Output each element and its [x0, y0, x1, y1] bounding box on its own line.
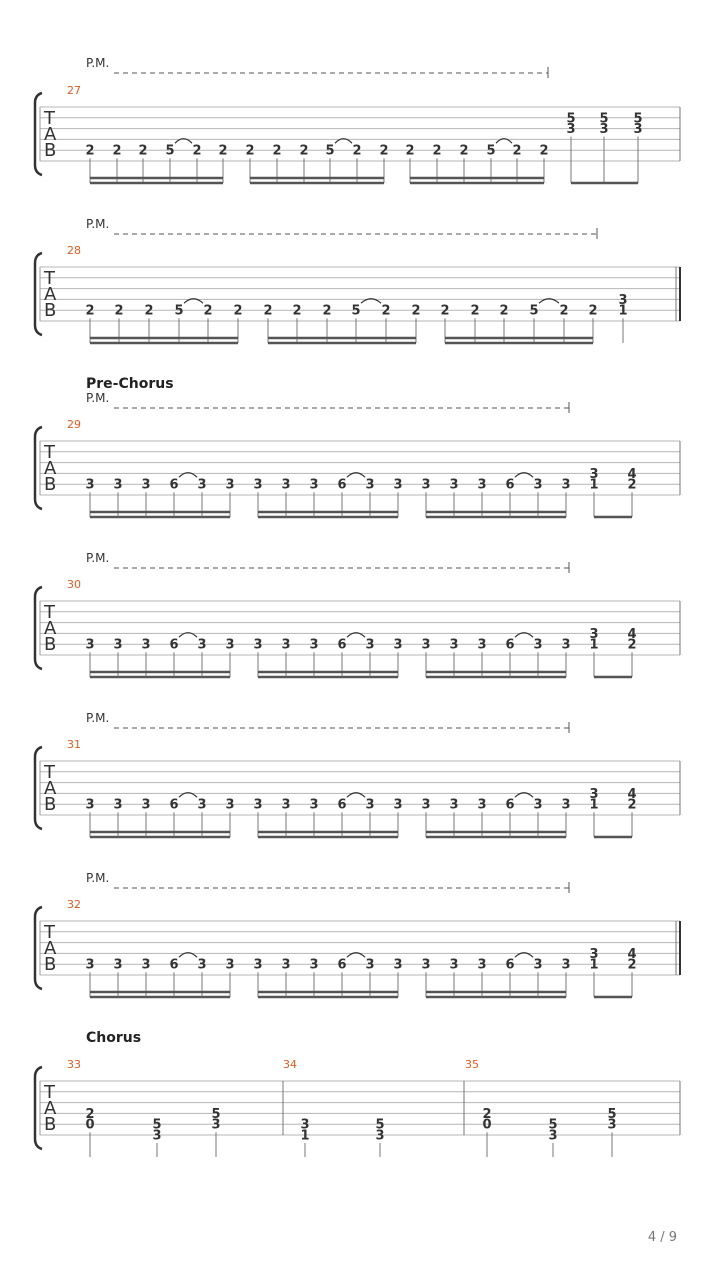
tab-clef-letter: A [44, 1098, 57, 1119]
palm-mute-label: P.M. [86, 711, 110, 725]
fret-number: 3 [141, 637, 151, 653]
fret-number: 1 [589, 797, 599, 813]
fret-number: 3 [449, 957, 459, 973]
fret-number: 3 [253, 957, 263, 973]
fret-number: 3 [225, 797, 235, 813]
fret-number: 3 [113, 637, 123, 653]
measure-number: 31 [67, 738, 81, 751]
fret-number: 6 [169, 957, 179, 973]
fret-number: 3 [300, 1117, 310, 1133]
fret-number: 6 [505, 477, 515, 493]
fret-number: 0 [85, 1117, 95, 1133]
note-group [589, 947, 636, 997]
fret-number: 2 [459, 143, 469, 159]
fret-number: 0 [482, 1117, 492, 1133]
fret-number: 2 [299, 143, 309, 159]
fret-number: 3 [211, 1117, 221, 1133]
fret-number: 3 [533, 957, 543, 973]
fret-number: 3 [477, 477, 487, 493]
fret-number: 3 [589, 466, 599, 482]
measure-number: 32 [67, 898, 81, 911]
fret-number: 2 [218, 143, 228, 159]
fret-number: 3 [561, 637, 571, 653]
fret-number: 3 [281, 477, 291, 493]
fret-number: 2 [272, 143, 282, 159]
note-group [607, 1107, 616, 1157]
fret-number: 2 [539, 143, 549, 159]
fret-number: 2 [85, 303, 95, 319]
fret-number: 5 [375, 1117, 385, 1133]
fret-number: 3 [477, 957, 487, 973]
fret-number: 3 [449, 477, 459, 493]
palm-mute-label: P.M. [86, 551, 110, 565]
fret-number: 6 [505, 957, 515, 973]
fret-number: 5 [165, 143, 175, 159]
fret-number: 3 [533, 477, 543, 493]
fret-number: 6 [169, 477, 179, 493]
fret-number: 2 [352, 143, 362, 159]
note-group [589, 467, 636, 517]
fret-number: 2 [588, 303, 598, 319]
fret-number: 5 [607, 1106, 617, 1122]
fret-number: 3 [618, 292, 628, 308]
tab-clef-letter: T [44, 1082, 55, 1103]
fret-number: 4 [627, 946, 637, 962]
fret-number: 6 [169, 797, 179, 813]
fret-number: 3 [281, 637, 291, 653]
note-group [482, 1107, 491, 1157]
fret-number: 5 [325, 143, 335, 159]
fret-number: 3 [533, 797, 543, 813]
system-bracket [35, 427, 42, 509]
fret-number: 3 [548, 1128, 558, 1144]
staff-system [35, 871, 680, 997]
fret-number: 4 [627, 786, 637, 802]
fret-number: 2 [381, 303, 391, 319]
fret-number: 3 [393, 797, 403, 813]
tab-clef-letter: A [44, 618, 57, 639]
tab-clef-letter: B [44, 474, 57, 495]
tab-clef-letter: B [44, 954, 57, 975]
fret-number: 2 [85, 1106, 95, 1122]
fret-number: 3 [253, 797, 263, 813]
fret-number: 3 [85, 637, 95, 653]
fret-number: 3 [309, 797, 319, 813]
tab-clef-letter: B [44, 1114, 57, 1135]
palm-mute-label: P.M. [86, 391, 110, 405]
fret-number: 3 [375, 1128, 385, 1144]
fret-number: 2 [203, 303, 213, 319]
fret-number: 2 [263, 303, 273, 319]
fret-number: 2 [144, 303, 154, 319]
note-group [589, 627, 636, 677]
tab-clef-letter: T [44, 922, 55, 943]
fret-number: 2 [627, 957, 637, 973]
fret-number: 2 [627, 477, 637, 493]
fret-number: 5 [599, 111, 609, 127]
measure-number: 27 [67, 84, 81, 97]
fret-number: 3 [85, 957, 95, 973]
fret-number: 3 [365, 957, 375, 973]
tab-clef-letter: T [44, 108, 55, 129]
fret-number: 3 [477, 637, 487, 653]
system-bracket [35, 93, 42, 175]
measure-number: 35 [465, 1058, 479, 1071]
tab-clef-letter: B [44, 794, 57, 815]
fret-number: 3 [393, 637, 403, 653]
staff-system [35, 217, 680, 343]
tab-clef-letter: B [44, 140, 57, 161]
staff-system [35, 376, 680, 517]
fret-number: 3 [533, 637, 543, 653]
fret-number: 2 [411, 303, 421, 319]
fret-number: 2 [499, 303, 509, 319]
fret-number: 3 [421, 957, 431, 973]
fret-number: 1 [618, 303, 628, 319]
note-group [548, 1118, 557, 1157]
fret-number: 5 [529, 303, 539, 319]
fret-number: 3 [589, 946, 599, 962]
measure-number: 29 [67, 418, 81, 431]
fret-number: 5 [633, 111, 643, 127]
tab-clef-letter: T [44, 442, 55, 463]
tab-clef-letter: A [44, 284, 57, 305]
fret-number: 3 [393, 477, 403, 493]
palm-mute-label: P.M. [86, 56, 110, 70]
note-group [375, 1118, 384, 1157]
fret-number: 2 [627, 797, 637, 813]
fret-number: 2 [245, 143, 255, 159]
fret-number: 3 [113, 957, 123, 973]
system-bracket [35, 587, 42, 669]
fret-number: 1 [589, 477, 599, 493]
fret-number: 3 [113, 797, 123, 813]
fret-number: 2 [138, 143, 148, 159]
fret-number: 3 [561, 957, 571, 973]
section-title: Pre-Chorus [86, 376, 174, 392]
fret-number: 2 [559, 303, 569, 319]
fret-number: 3 [365, 797, 375, 813]
fret-number: 6 [337, 477, 347, 493]
fret-number: 3 [393, 957, 403, 973]
fret-number: 3 [309, 477, 319, 493]
note-group [589, 787, 636, 837]
fret-number: 3 [113, 477, 123, 493]
staff-system [35, 711, 680, 837]
fret-number: 2 [512, 143, 522, 159]
fret-number: 2 [85, 143, 95, 159]
fret-number: 6 [505, 797, 515, 813]
fret-number: 5 [548, 1117, 558, 1133]
fret-number: 6 [337, 957, 347, 973]
fret-number: 2 [322, 303, 332, 319]
fret-number: 2 [292, 303, 302, 319]
staff-system [35, 551, 680, 677]
tab-clef-letter: B [44, 300, 57, 321]
fret-number: 5 [566, 111, 576, 127]
fret-number: 5 [486, 143, 496, 159]
note-group [152, 1118, 161, 1157]
fret-number: 2 [379, 143, 389, 159]
fret-number: 4 [627, 466, 637, 482]
fret-number: 3 [566, 122, 576, 138]
fret-number: 3 [197, 957, 207, 973]
note-group [618, 293, 627, 343]
fret-number: 2 [233, 303, 243, 319]
fret-number: 3 [85, 797, 95, 813]
tab-clef-letter: A [44, 124, 57, 145]
staff-system [35, 56, 680, 183]
fret-number: 3 [449, 797, 459, 813]
tab-clef-letter: T [44, 602, 55, 623]
fret-number: 3 [365, 637, 375, 653]
fret-number: 3 [141, 957, 151, 973]
fret-number: 3 [197, 637, 207, 653]
fret-number: 1 [300, 1128, 310, 1144]
fret-number: 3 [607, 1117, 617, 1133]
fret-number: 6 [169, 637, 179, 653]
palm-mute-label: P.M. [86, 871, 110, 885]
fret-number: 2 [470, 303, 480, 319]
page-number: 4 / 9 [647, 1230, 677, 1245]
fret-number: 3 [281, 957, 291, 973]
note-group [566, 111, 642, 183]
fret-number: 5 [152, 1117, 162, 1133]
fret-number: 2 [482, 1106, 492, 1122]
fret-number: 5 [174, 303, 184, 319]
fret-number: 3 [225, 957, 235, 973]
fret-number: 3 [253, 477, 263, 493]
fret-number: 2 [112, 143, 122, 159]
system-bracket [35, 253, 42, 335]
system-bracket [35, 1067, 42, 1149]
staff-system [35, 1030, 680, 1157]
fret-number: 2 [192, 143, 202, 159]
fret-number: 3 [225, 637, 235, 653]
tab-clef-letter: A [44, 938, 57, 959]
fret-number: 3 [599, 122, 609, 138]
fret-number: 6 [505, 637, 515, 653]
measure-number: 34 [283, 1058, 297, 1071]
tab-clef-letter: A [44, 778, 57, 799]
fret-number: 3 [141, 797, 151, 813]
fret-number: 1 [589, 957, 599, 973]
fret-number: 5 [211, 1106, 221, 1122]
fret-number: 2 [627, 637, 637, 653]
fret-number: 3 [225, 477, 235, 493]
fret-number: 6 [337, 797, 347, 813]
fret-number: 3 [365, 477, 375, 493]
fret-number: 3 [477, 797, 487, 813]
fret-number: 3 [589, 626, 599, 642]
fret-number: 3 [309, 637, 319, 653]
fret-number: 3 [197, 477, 207, 493]
fret-number: 3 [141, 477, 151, 493]
system-bracket [35, 907, 42, 989]
section-title: Chorus [86, 1030, 142, 1046]
measure-number: 33 [67, 1058, 81, 1071]
fret-number: 3 [561, 797, 571, 813]
note-group [85, 1107, 94, 1157]
fret-number: 2 [405, 143, 415, 159]
fret-number: 3 [561, 477, 571, 493]
fret-number: 2 [440, 303, 450, 319]
palm-mute-label: P.M. [86, 217, 110, 231]
fret-number: 5 [351, 303, 361, 319]
fret-number: 3 [449, 637, 459, 653]
fret-number: 3 [253, 637, 263, 653]
fret-number: 3 [421, 637, 431, 653]
fret-number: 3 [421, 477, 431, 493]
note-group [300, 1118, 309, 1157]
tab-clef-letter: B [44, 634, 57, 655]
fret-number: 2 [432, 143, 442, 159]
measure-number: 28 [67, 244, 81, 257]
fret-number: 3 [309, 957, 319, 973]
fret-number: 3 [197, 797, 207, 813]
fret-number: 6 [337, 637, 347, 653]
note-group [211, 1107, 220, 1157]
fret-number: 3 [85, 477, 95, 493]
tab-clef-letter: T [44, 762, 55, 783]
tab-clef-letter: T [44, 268, 55, 289]
tab-clef-letter: A [44, 458, 57, 479]
system-bracket [35, 747, 42, 829]
fret-number: 2 [114, 303, 124, 319]
measure-number: 30 [67, 578, 81, 591]
fret-number: 1 [589, 637, 599, 653]
fret-number: 3 [152, 1128, 162, 1144]
fret-number: 3 [633, 122, 643, 138]
fret-number: 4 [627, 626, 637, 642]
fret-number: 3 [281, 797, 291, 813]
fret-number: 3 [421, 797, 431, 813]
fret-number: 3 [589, 786, 599, 802]
